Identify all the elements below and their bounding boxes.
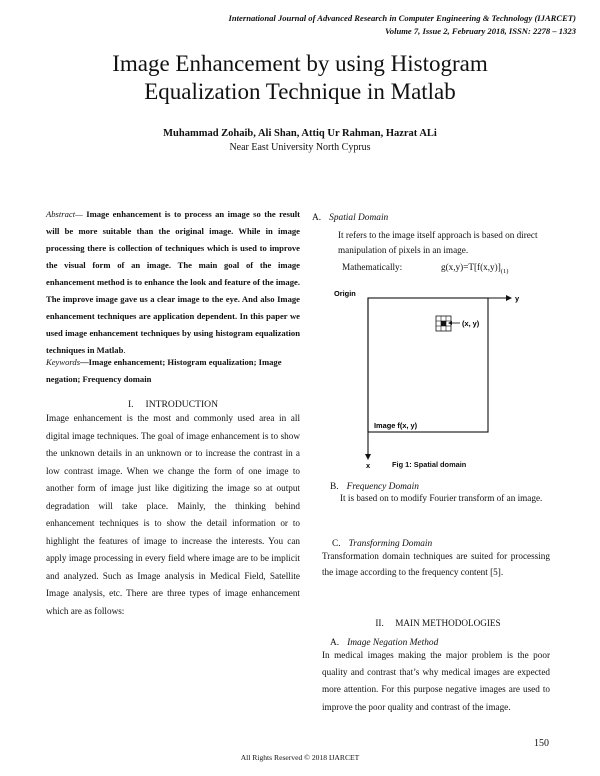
journal-name: International Journal of Advanced Research in Computer Engineering & Technology (IJARCET): [228, 13, 576, 23]
math-formula: g(x,y)=T[f(x,y)]: [441, 262, 501, 272]
abstract-period: .: [123, 345, 126, 355]
math-ref: (1): [500, 267, 509, 275]
spatial-math: [342, 260, 554, 275]
section-heading-methodologies: [322, 616, 554, 631]
center-pixel: [441, 321, 446, 326]
transforming-heading: Transforming Domain: [348, 539, 433, 549]
spatial-label: A.: [312, 213, 322, 223]
keywords-lead: Keywords: [46, 357, 81, 367]
affiliation: Near East University North Cyprus: [229, 142, 371, 153]
abstract: [46, 206, 300, 359]
methodologies-heading: MAIN METHODOLOGIES: [395, 618, 501, 628]
page-number: 150: [534, 738, 549, 749]
y-axis-arrowhead: [506, 295, 512, 301]
transforming-body: Transformation domain techniques are suited for processing the image according to the frequency content [5].: [322, 551, 550, 577]
authors: Muhammad Zohaib, Ali Shan, Attiq Ur Rahman, Hazrat ALi: [163, 128, 437, 139]
negation-label: A.: [330, 638, 340, 648]
intro-number: I.: [127, 399, 134, 410]
neighborhood-grid: [436, 316, 451, 331]
methodologies-number: II.: [375, 618, 384, 628]
intro-heading: INTRODUCTION: [145, 399, 219, 410]
abstract-text: Image enhancement is to process an image so the result will be more suitable than the original image. While in image processing there is collection of techniques which is used to improve the visual form of an image. The main goal of the image enhancement method is to enhance the look and feature of the image. The improve image gave us a clear image to the eye. And also Image enhancement techniques are application dependent. In this paper we used image enhancement techniques by using histogram equalization techniques in Matlab: [46, 209, 300, 355]
frequency-heading: Frequency Domain: [346, 482, 419, 492]
transforming-label: C.: [332, 539, 341, 549]
math-formula-wrap: [441, 260, 508, 279]
origin-label: Origin: [334, 289, 356, 298]
title-line-1: Image Enhancement by using Histogram: [112, 51, 488, 76]
y-axis-label: y: [515, 294, 520, 303]
point-pointer-head: [448, 321, 452, 325]
figure-caption: Fig 1: Spatial domain: [392, 460, 467, 469]
spatial-heading: Spatial Domain: [329, 213, 389, 223]
subsection-spatial-domain: [312, 211, 544, 226]
journal-volume: Volume 7, Issue 2, February 2018, ISSN: 2278 – 1323: [385, 26, 576, 36]
x-axis-arrowhead: [365, 454, 371, 460]
keywords-text: —Image enhancement; Histogram equalization; Image negation; Frequency domain: [46, 357, 282, 384]
math-label: Mathematically:: [342, 262, 403, 272]
frequency-body: It is based on to modify Fourier transform of an image.: [340, 493, 543, 503]
title-line-2: Equalization Technique in Matlab: [144, 79, 456, 104]
negation-heading: Image Negation Method: [347, 638, 439, 648]
point-label: (x, y): [462, 319, 480, 328]
footer-rights: All Rights Reserved © 2018 IJARCET: [240, 753, 360, 762]
spatial-domain-figure: [326, 286, 526, 472]
journal-header: [56, 12, 576, 38]
abstract-lead: Abstract—: [46, 209, 83, 219]
x-axis-label: x: [366, 461, 371, 470]
negation-body: In medical images making the major problem is the poor quality and contrast that’s why medical images are expected more attention. For this purpose negative images are used to improve the poor quality and contrast of the image.: [322, 650, 550, 712]
image-label: Image f(x, y): [374, 421, 418, 430]
paper-title: [60, 50, 540, 106]
spatial-body: It refers to the image itself approach is based on direct manipulation of pixels in an image.: [338, 230, 538, 255]
frequency-label: B.: [330, 482, 339, 492]
introduction-body: Image enhancement is the most and commonly used area in all digital image techniques. The goal of image enhancement is to show the unknown details in an unknown or to increase the contrast in a low contrast image. When we change the form of one image to another form of image just like digitizing the image so at output degradation will take place. Mainly, the thinking behind enhancement techniques is to show the detail information or to highlight the features of image to increase the interests. You can apply image processing in every field where image are to be implicit and analyzed. Such as Image analysis in Medical Field, Satellite Image analysis, etc. There are three types of image enhancement which are as follows:: [46, 413, 300, 616]
keywords: [46, 354, 300, 388]
